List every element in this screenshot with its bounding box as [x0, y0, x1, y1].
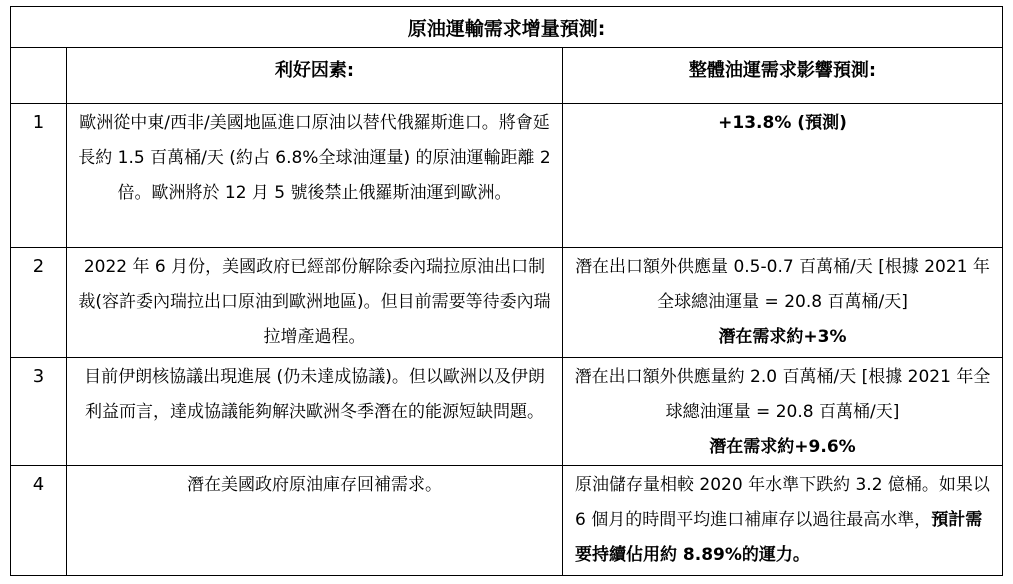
row-number: 2	[11, 248, 67, 358]
table-row	[11, 358, 1003, 466]
impact-cell	[563, 248, 1003, 358]
impact-cell	[563, 104, 1003, 248]
factor-text: 目前伊朗核協議出現進展 (仍未達成協議)。但以歐洲以及伊朗利益而言，達成協議能夠解決歐洲冬季潛在的能源短缺問題。	[67, 358, 563, 466]
impact-bold: 潛在需求約+3%	[718, 327, 847, 347]
impact-main: +13.8% (預測)	[718, 113, 847, 133]
factor-text: 歐洲從中東/西非/美國地區進口原油以替代俄羅斯進口。將會延長約 1.5 百萬桶/天 (約占 6.8%全球油運量) 的原油運輸距離 2 倍。歐洲將於 12 月 5 號後禁止俄羅斯油運到歐洲。	[67, 104, 563, 248]
header-impact: 整體油運需求影響預測:	[563, 48, 1003, 104]
table-row	[11, 248, 1003, 358]
table-row	[11, 104, 1003, 248]
factor-text: 2022 年 6 月份，美國政府已經部份解除委內瑞拉原油出口制裁(容許委內瑞拉出口原油到歐洲地區)。但目前需要等待委內瑞拉增產過程。	[67, 248, 563, 358]
table-row	[11, 466, 1003, 576]
row-number: 1	[11, 104, 67, 248]
header-number	[11, 48, 67, 104]
row-number: 3	[11, 358, 67, 466]
header-factor: 利好因素:	[67, 48, 563, 104]
factor-text: 潛在美國政府原油庫存回補需求。	[67, 466, 563, 576]
impact-main: 原油儲存量相較 2020 年水準下跌約 3.2 億桶。如果以 6 個月的時間平均進口補庫存以過往最高水準，	[575, 475, 990, 530]
impact-bold: 潛在需求約+9.6%	[709, 437, 856, 457]
impact-cell	[563, 466, 1003, 576]
impact-bold: 預計需要持續佔用約 8.89%的運力。	[575, 510, 983, 565]
forecast-table	[10, 6, 1003, 576]
impact-main: 潛在出口額外供應量 0.5-0.7 百萬桶/天 [根據 2021 年全球總油運量 = 20.8 百萬桶/天]	[575, 257, 990, 312]
impact-cell	[563, 358, 1003, 466]
table-title: 原油運輸需求增量預測:	[11, 7, 1003, 48]
impact-main: 潛在出口額外供應量約 2.0 百萬桶/天 [根據 2021 年全球總油運量 = 20.8 百萬桶/天]	[574, 367, 991, 422]
row-number: 4	[11, 466, 67, 576]
